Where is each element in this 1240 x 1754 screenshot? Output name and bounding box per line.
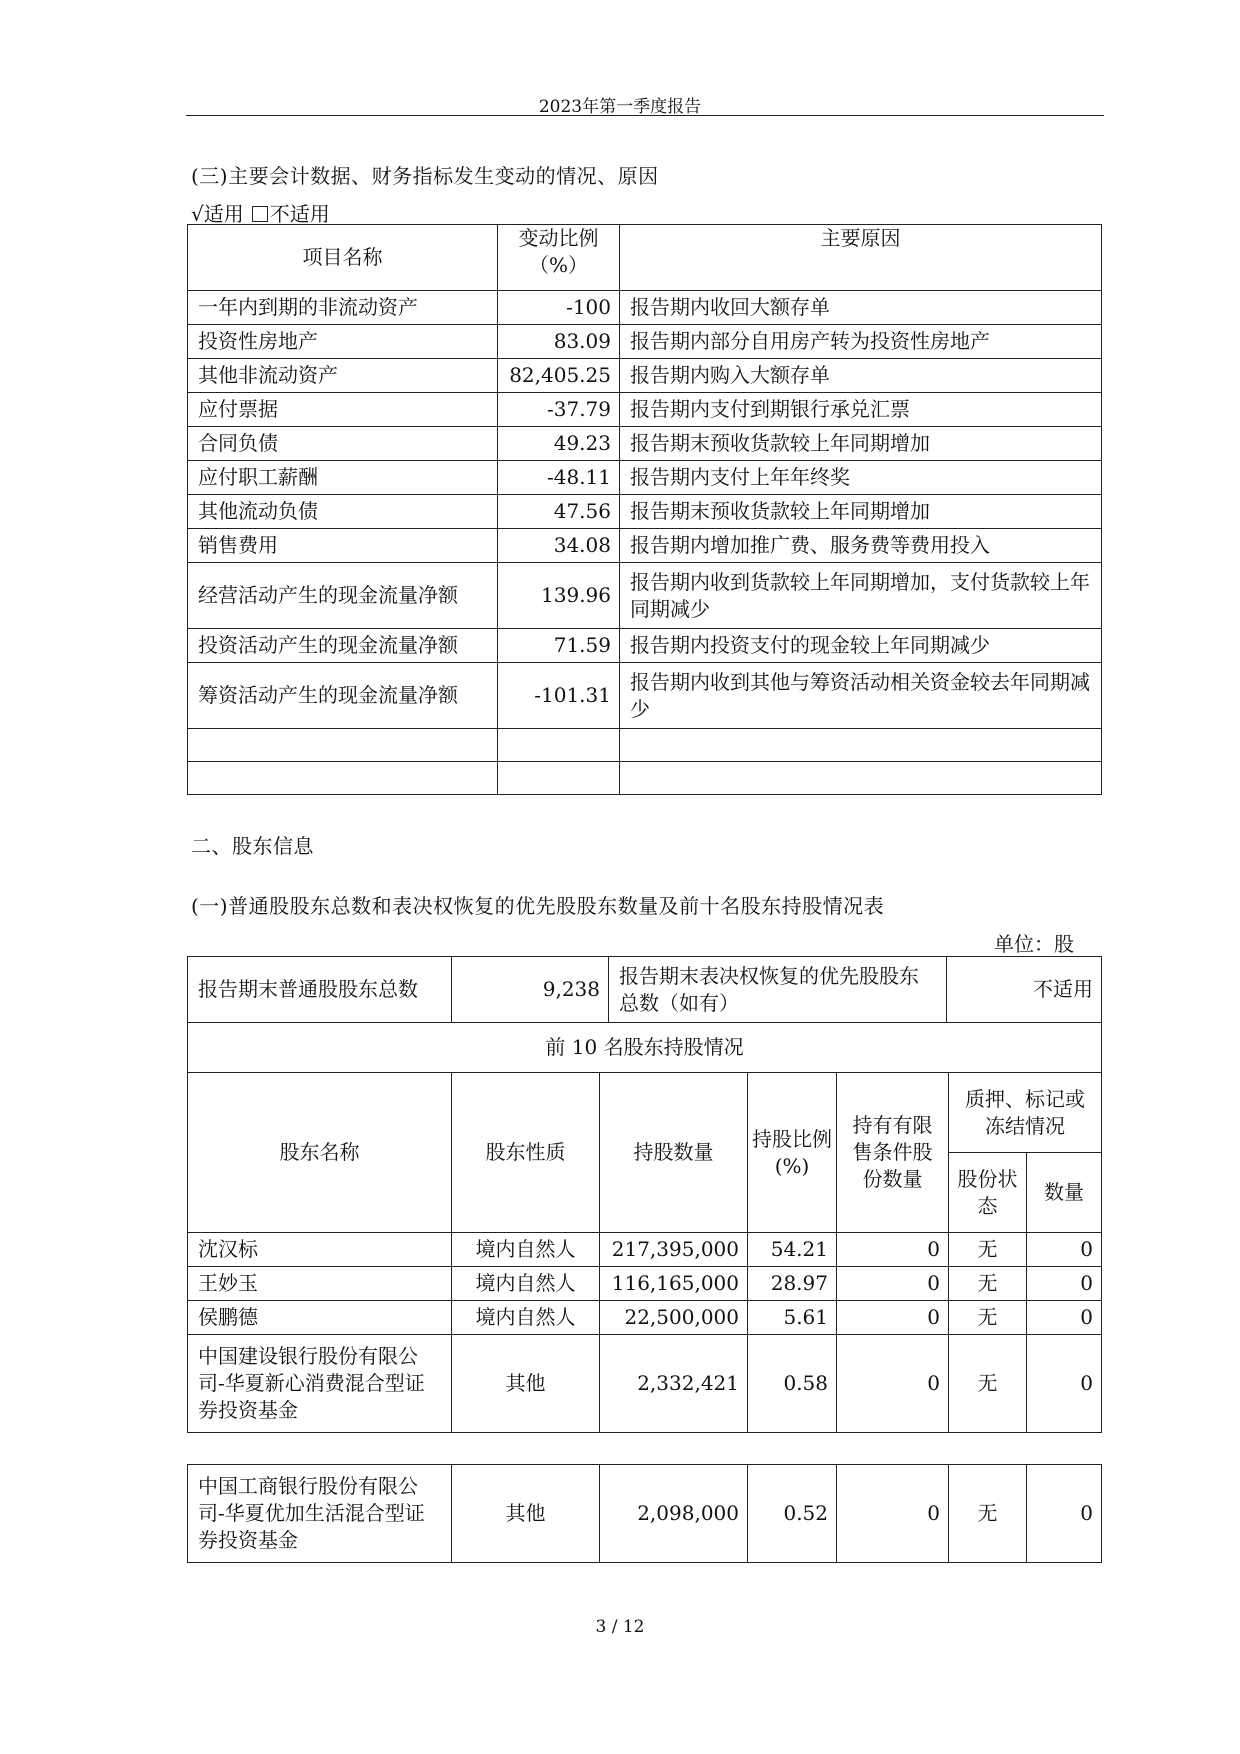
header-holder-name: 股东名称 [188, 1073, 452, 1233]
reason-cell [620, 762, 1102, 795]
table-row [188, 461, 1102, 495]
ratio-cell: 34.08 [498, 529, 620, 563]
header-divider [186, 115, 1104, 116]
table-row [188, 629, 1102, 663]
top10-continued-table [187, 1464, 1102, 1563]
changes-header-row [188, 225, 1102, 291]
applicable-label: √适用 [191, 202, 244, 226]
unit-label: 单位：股 [994, 932, 1074, 956]
holding-ratio: 0.58 [748, 1335, 837, 1433]
reason-cell [620, 729, 1102, 762]
preferred-holders-label: 报告期末表决权恢复的优先股股东总数（如有） [609, 957, 947, 1023]
item-cell: 应付职工薪酬 [188, 461, 498, 495]
holder-nature: 其他 [452, 1465, 600, 1563]
pledge-qty: 0 [1027, 1465, 1102, 1563]
item-cell: 投资性房地产 [188, 325, 498, 359]
item-cell: 筹资活动产生的现金流量净额 [188, 663, 498, 729]
reason-cell: 报告期内支付上年年终奖 [620, 461, 1102, 495]
holding-ratio: 5.61 [748, 1301, 837, 1335]
summary-row [188, 957, 1102, 1023]
restricted-shares: 0 [837, 1335, 949, 1433]
share-count: 22,500,000 [600, 1301, 748, 1335]
table-row [188, 393, 1102, 427]
reason-cell: 报告期内收到其他与筹资活动相关资金较去年同期减少 [620, 663, 1102, 729]
share-count: 116,165,000 [600, 1267, 748, 1301]
ratio-cell: 71.59 [498, 629, 620, 663]
pledge-qty: 0 [1027, 1335, 1102, 1433]
item-cell: 投资活动产生的现金流量净额 [188, 629, 498, 663]
page-number: 3 / 12 [595, 1617, 645, 1637]
not-applicable-label: 不适用 [269, 202, 330, 226]
shareholder-summary-table [187, 956, 1102, 1073]
changes-section-title: (三)主要会计数据、财务指标发生变动的情况、原因 [191, 164, 659, 188]
ratio-cell: -100 [498, 291, 620, 325]
share-state: 无 [949, 1335, 1027, 1433]
share-state: 无 [949, 1465, 1027, 1563]
holder-nature: 境内自然人 [452, 1233, 600, 1267]
table-row [188, 1233, 1102, 1267]
header-ratio-line1: 变动比例 [518, 226, 599, 250]
ratio-cell: 47.56 [498, 495, 620, 529]
item-cell [188, 762, 498, 795]
ratio-cell [498, 729, 620, 762]
total-holders-value: 9,238 [452, 957, 609, 1023]
ratio-cell: -48.11 [498, 461, 620, 495]
table-row [188, 1465, 1102, 1563]
reason-cell: 报告期内投资支付的现金较上年同期减少 [620, 629, 1102, 663]
shareholders-section-title: 二、股东信息 [191, 834, 314, 858]
report-header-title: 2023年第一季度报告 [538, 97, 702, 117]
header-restricted-shares: 持有有限售条件股份数量 [837, 1073, 949, 1233]
holder-name: 中国工商银行股份有限公司-华夏优加生活混合型证券投资基金 [188, 1465, 452, 1563]
preferred-holders-value: 不适用 [947, 957, 1102, 1023]
table-row [188, 663, 1102, 729]
restricted-shares: 0 [837, 1267, 949, 1301]
restricted-shares: 0 [837, 1233, 949, 1267]
table-row [188, 762, 1102, 795]
header-main-reason: 主要原因 [620, 225, 1102, 291]
restricted-shares: 0 [837, 1465, 949, 1563]
table-row [188, 427, 1102, 461]
table-row [188, 1267, 1102, 1301]
share-count: 2,332,421 [600, 1335, 748, 1433]
top10-header-row [188, 1073, 1102, 1153]
restricted-shares: 0 [837, 1301, 949, 1335]
holding-ratio: 28.97 [748, 1267, 837, 1301]
ratio-cell [498, 762, 620, 795]
holding-ratio: 0.52 [748, 1465, 837, 1563]
ratio-cell: 49.23 [498, 427, 620, 461]
holder-nature: 境内自然人 [452, 1267, 600, 1301]
reason-cell: 报告期内购入大额存单 [620, 359, 1102, 393]
table-row [188, 359, 1102, 393]
table-row [188, 563, 1102, 629]
checkbox-icon [252, 206, 268, 222]
header-share-state: 股份状态 [949, 1153, 1027, 1233]
shareholders-subtitle: (一)普通股股东总数和表决权恢复的优先股股东数量及前十名股东持股情况表 [191, 894, 885, 918]
holder-name: 沈汉标 [188, 1233, 452, 1267]
ratio-cell: 82,405.25 [498, 359, 620, 393]
holding-ratio: 54.21 [748, 1233, 837, 1267]
ratio-cell: -37.79 [498, 393, 620, 427]
changes-table [187, 224, 1102, 795]
header-holding-ratio: 持股比例(%) [748, 1073, 837, 1233]
share-state: 无 [949, 1301, 1027, 1335]
holder-name: 中国建设银行股份有限公司-华夏新心消费混合型证券投资基金 [188, 1335, 452, 1433]
table-row [188, 529, 1102, 563]
pledge-qty: 0 [1027, 1233, 1102, 1267]
holder-nature: 其他 [452, 1335, 600, 1433]
share-count: 217,395,000 [600, 1233, 748, 1267]
holder-nature: 境内自然人 [452, 1301, 600, 1335]
reason-cell: 报告期末预收货款较上年同期增加 [620, 427, 1102, 461]
item-cell: 经营活动产生的现金流量净额 [188, 563, 498, 629]
top10-shareholders-table [187, 1072, 1102, 1433]
reason-cell: 报告期内增加推广费、服务费等费用投入 [620, 529, 1102, 563]
header-item-name: 项目名称 [188, 225, 498, 291]
reason-cell: 报告期内收回大额存单 [620, 291, 1102, 325]
table-row [188, 729, 1102, 762]
item-cell: 其他非流动资产 [188, 359, 498, 393]
header-pledge-qty: 数量 [1027, 1153, 1102, 1233]
reason-cell: 报告期内部分自用房产转为投资性房地产 [620, 325, 1102, 359]
item-cell: 其他流动负债 [188, 495, 498, 529]
share-state: 无 [949, 1233, 1027, 1267]
item-cell: 合同负债 [188, 427, 498, 461]
pledge-qty: 0 [1027, 1301, 1102, 1335]
share-count: 2,098,000 [600, 1465, 748, 1563]
holder-name: 王妙玉 [188, 1267, 452, 1301]
pledge-qty: 0 [1027, 1267, 1102, 1301]
table-row [188, 1301, 1102, 1335]
top10-title-row [188, 1023, 1102, 1073]
reason-cell: 报告期末预收货款较上年同期增加 [620, 495, 1102, 529]
header-ratio-line2: （%） [528, 253, 588, 277]
item-cell: 销售费用 [188, 529, 498, 563]
table-row [188, 495, 1102, 529]
header-holder-nature: 股东性质 [452, 1073, 600, 1233]
share-state: 无 [949, 1267, 1027, 1301]
ratio-cell: 83.09 [498, 325, 620, 359]
header-share-count: 持股数量 [600, 1073, 748, 1233]
ratio-cell: 139.96 [498, 563, 620, 629]
item-cell [188, 729, 498, 762]
table-row [188, 325, 1102, 359]
applicability-line [191, 198, 330, 227]
reason-cell: 报告期内支付到期银行承兑汇票 [620, 393, 1102, 427]
table-row [188, 291, 1102, 325]
total-holders-label: 报告期末普通股股东总数 [188, 957, 452, 1023]
top10-title: 前 10 名股东持股情况 [188, 1023, 1102, 1073]
header-change-ratio [498, 225, 620, 291]
table-row [188, 1335, 1102, 1433]
reason-cell: 报告期内收到货款较上年同期增加，支付货款较上年同期减少 [620, 563, 1102, 629]
header-pledge-status: 质押、标记或冻结情况 [949, 1073, 1102, 1153]
item-cell: 一年内到期的非流动资产 [188, 291, 498, 325]
ratio-cell: -101.31 [498, 663, 620, 729]
item-cell: 应付票据 [188, 393, 498, 427]
holder-name: 侯鹏德 [188, 1301, 452, 1335]
